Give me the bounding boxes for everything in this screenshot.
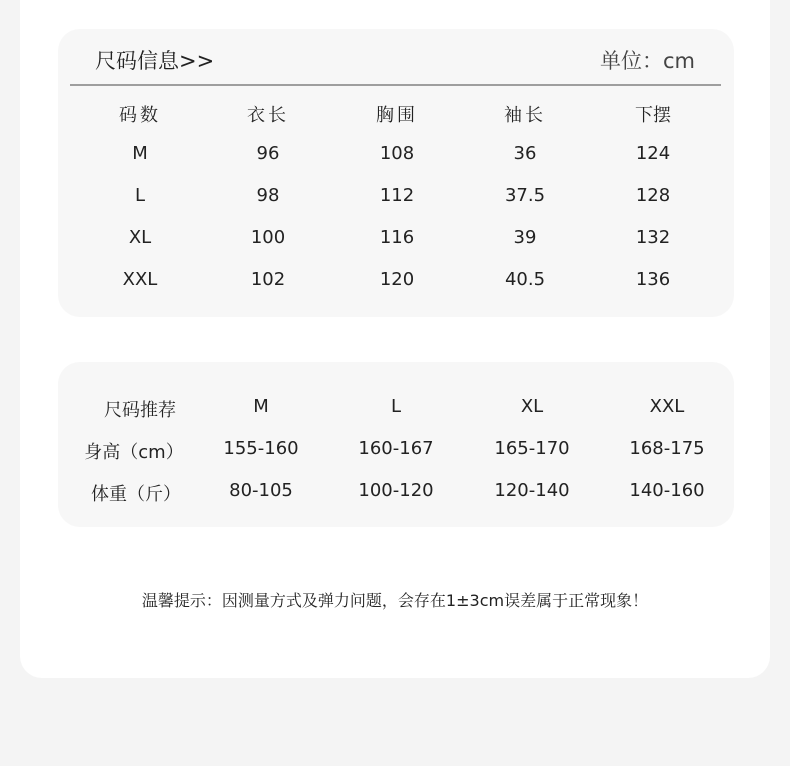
table-cell: 116: [379, 227, 415, 248]
table-cell: 100-120: [358, 480, 434, 501]
table-cell: 128: [635, 185, 671, 206]
table-cell: 136: [635, 269, 671, 290]
unit-label: 单位：cm: [599, 49, 695, 73]
notice-text: 温馨提示：因测量方式及弹力问题，会存在1±3cm误差属于正常现象！: [141, 591, 649, 610]
col-header-length: 衣长: [247, 105, 289, 126]
table-cell: 40.5: [504, 269, 546, 290]
table-cell: 112: [379, 185, 415, 206]
table-cell: 39: [513, 227, 537, 248]
col-header-chest: 胸围: [376, 105, 418, 126]
table-cell: 80-105: [229, 480, 293, 501]
table-cell: 96: [256, 143, 280, 164]
table-cell: 120-140: [494, 480, 570, 501]
table-cell: 36: [513, 143, 537, 164]
table-cell: 108: [379, 143, 415, 164]
table-cell: 168-175: [629, 438, 705, 459]
table-cell: 37.5: [504, 185, 546, 206]
table-cell: 140-160: [629, 480, 705, 501]
col-header-sleeve: 袖长: [504, 105, 546, 126]
table-cell: XL: [128, 227, 152, 248]
size-info-header: [70, 29, 721, 86]
table-cell: 120: [379, 269, 415, 290]
table-cell: 100: [250, 227, 286, 248]
col-header-size: 码数: [119, 105, 161, 126]
rec-header-l: L: [390, 396, 402, 417]
rec-row-label-weight: 体重（斤）: [91, 484, 181, 505]
col-header-hem: 下摆: [635, 105, 671, 126]
table-cell: 124: [635, 143, 671, 164]
rec-header-xxl: XXL: [649, 396, 685, 417]
size-info-panel: [58, 29, 734, 317]
rec-header-label: 尺码推荐: [104, 400, 176, 421]
rec-header-m: M: [253, 396, 269, 417]
size-info-title: 尺码信息>>: [95, 49, 215, 73]
table-cell: 155-160: [223, 438, 299, 459]
table-cell: L: [134, 185, 146, 206]
rec-row-label-height: 身高（cm）: [84, 442, 184, 463]
table-cell: 102: [250, 269, 286, 290]
table-cell: M: [132, 143, 148, 164]
table-cell: 98: [256, 185, 280, 206]
size-recommendation-panel: [58, 362, 734, 527]
table-cell: 165-170: [494, 438, 570, 459]
rec-header-xl: XL: [520, 396, 544, 417]
table-cell: 160-167: [358, 438, 434, 459]
table-cell: XXL: [122, 269, 158, 290]
table-cell: 132: [635, 227, 671, 248]
